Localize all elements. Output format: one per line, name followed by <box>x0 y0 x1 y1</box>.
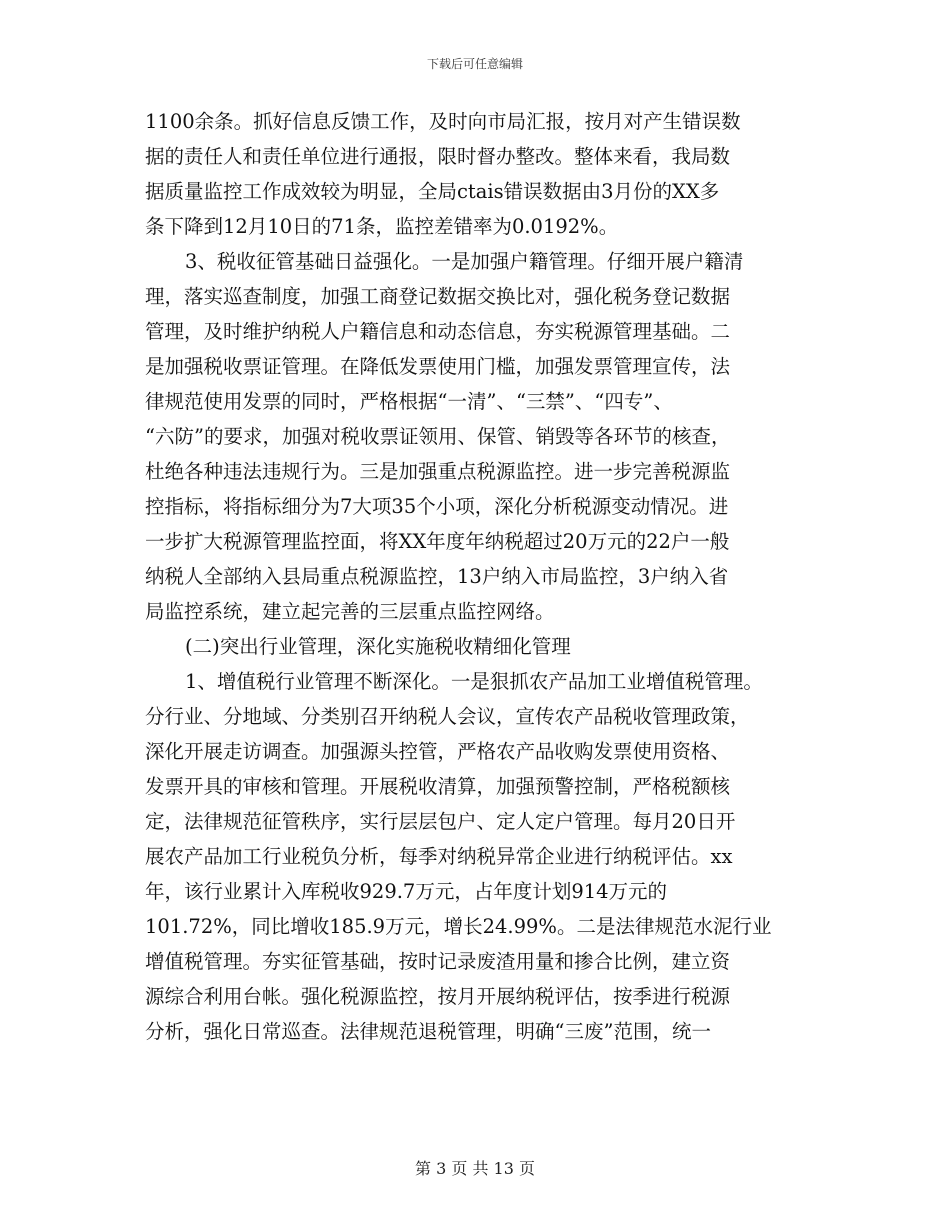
text-line: 年，该行业累计入库税收929.7万元，占年度计划914万元的 <box>145 880 668 903</box>
text-line: 控指标，将指标细分为7大项35个小项，深化分析税源变动情况。进 <box>145 495 729 518</box>
text-line: (二)突出行业管理，深化实施税收精细化管理 <box>185 635 571 658</box>
page-header: 下载后可任意编辑 <box>426 57 523 71</box>
text-line: 据质量监控工作成效较为明显，全局ctais错误数据由3月份的XX多 <box>145 180 720 203</box>
text-line: “六防”的要求，加强对税收票证领用、保管、销毁等各环节的核查， <box>145 425 731 448</box>
text-line: 分行业、分地域、分类别召开纳税人会议，宣传农产品税收管理政策， <box>145 705 750 728</box>
text-line: 深化开展走访调查。加强源头控管，严格农产品收购发票使用资格、 <box>145 740 731 763</box>
text-line: 杜绝各种违法违规行为。三是加强重点税源监控。进一步完善税源监 <box>145 460 731 483</box>
text-line: 条下降到12月10日的71条，监控差错率为0.0192%。 <box>145 215 619 238</box>
text-line: 局监控系统，建立起完善的三层重点监控网络。 <box>145 600 555 623</box>
text-line: 源综合利用台帐。强化税源监控，按月开展纳税评估，按季进行税源 <box>145 985 731 1008</box>
text-line: 展农产品加工行业税负分析，每季对纳税异常企业进行纳税评估。xx <box>145 845 733 868</box>
text-line: 增值税管理。夯实征管基础，按时记录废渣用量和掺合比例，建立资 <box>145 950 731 973</box>
document-body <box>145 104 810 1049</box>
text-line: 据的责任人和责任单位进行通报，限时督办整改。整体来看，我局数 <box>145 145 731 168</box>
text-line: 发票开具的审核和管理。开展税收清算，加强预警控制，严格税额核 <box>145 775 731 798</box>
text-line: 纳税人全部纳入县局重点税源监控，13户纳入市局监控，3户纳入省 <box>145 565 729 588</box>
text-line: 101.72%，同比增收185.9万元，增长24.99%。二是法律规范水泥行业 <box>145 915 772 938</box>
text-line: 是加强税收票证管理。在降低发票使用门槛，加强发票管理宣传，法 <box>145 355 731 378</box>
text-line: 管理，及时维护纳税人户籍信息和动态信息，夯实税源管理基础。二 <box>145 320 731 343</box>
text-line: 理，落实巡查制度，加强工商登记数据交换比对，强化税务登记数据 <box>145 285 731 308</box>
text-line: 一步扩大税源管理监控面，将XX年度年纳税超过20万元的22户一般 <box>145 530 730 553</box>
text-line: 律规范使用发票的同时，严格根据“一清”、“三禁”、“四专”、 <box>145 390 673 413</box>
text-line: 分析，强化日常巡查。法律规范退税管理，明确“三废”范围，统一 <box>145 1020 711 1043</box>
text-line: 1、增值税行业管理不断深化。一是狠抓农产品加工业增值税管理。 <box>185 670 763 693</box>
page-footer: 第 3 页 共 13 页 <box>415 1159 535 1178</box>
text-line: 3、税收征管基础日益强化。一是加强户籍管理。仔细开展户籍清 <box>185 250 744 273</box>
text-line: 定，法律规范征管秩序，实行层层包户、定人定户管理。每月20日开 <box>145 810 736 833</box>
text-line: 1100余条。抓好信息反馈工作，及时向市局汇报，按月对产生错误数 <box>145 110 741 133</box>
